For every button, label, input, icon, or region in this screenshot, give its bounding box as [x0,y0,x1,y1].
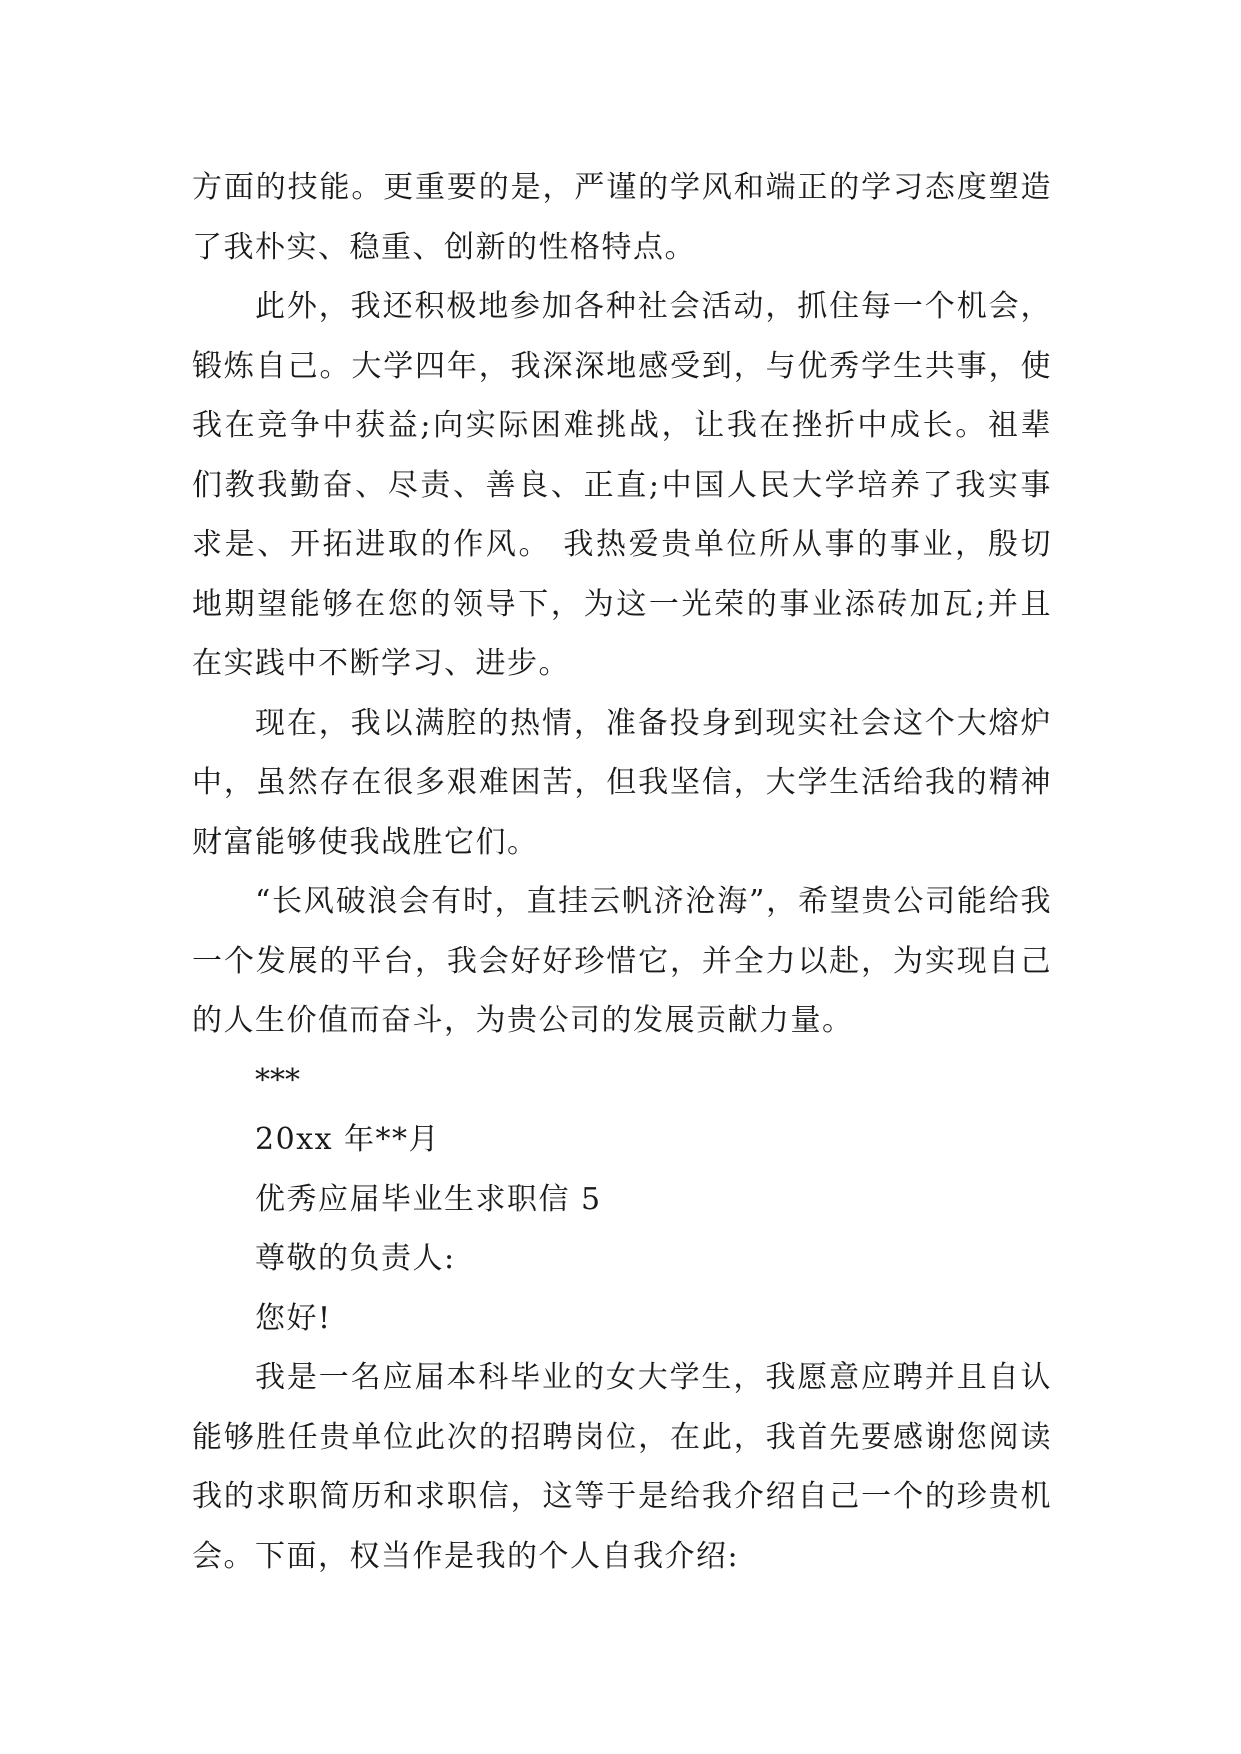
letter-title: 优秀应届毕业生求职信 5 [255,1181,602,1217]
salutation: 尊敬的负责人: [255,1241,456,1276]
paragraph-activities: 此外，我还积极地参加各种社会活动，抓住每一个机会，锻炼自己。大学四年，我深深地感受到，与优秀学生共事，使我在竞争中获益;向实际困难挑战，让我在挫折中成长。祖辈们教我勤奋、尽责、善良、正直;中国人民大学培养了我实事求是、开拓进取的作风。 我热爱贵单位所从事的事业，殷切地期望能够在您的领导下，为这一光荣的事业添砖加瓦;并且在实践中不断学习、进步。 [192,289,1052,681]
paragraph-introduction: 我是一名应届本科毕业的女大学生，我愿意应聘并且自认能够胜任贵单位此次的招聘岗位，在此，我首先要感谢您阅读我的求职简历和求职信，这等于是给我介绍自己一个的珍贵机会。下面，权当作是我的个人自我介绍: [192,1360,1052,1574]
date: 20xx 年**月 [255,1122,441,1157]
paragraph-continuation: 方面的技能。更重要的是，严谨的学风和端正的学习态度塑造了我朴实、稳重、创新的性格特点。 [192,170,1052,265]
greeting: 您好! [255,1300,332,1336]
paragraph-enthusiasm: 现在，我以满腔的热情，准备投身到现实社会这个大熔炉中，虽然存在很多艰难困苦，但我坚信，大学生活给我的精神财富能够使我战胜它们。 [192,705,1052,860]
signature: *** [255,1062,300,1098]
paragraph-closing: “长风破浪会有时，直挂云帆济沧海”，希望贵公司能给我一个发展的平台，我会好好珍惜它，并全力以赴，为实现自己的人生价值而奋斗，为贵公司的发展贡献力量。 [192,884,1052,1038]
document-body [192,158,1052,1586]
